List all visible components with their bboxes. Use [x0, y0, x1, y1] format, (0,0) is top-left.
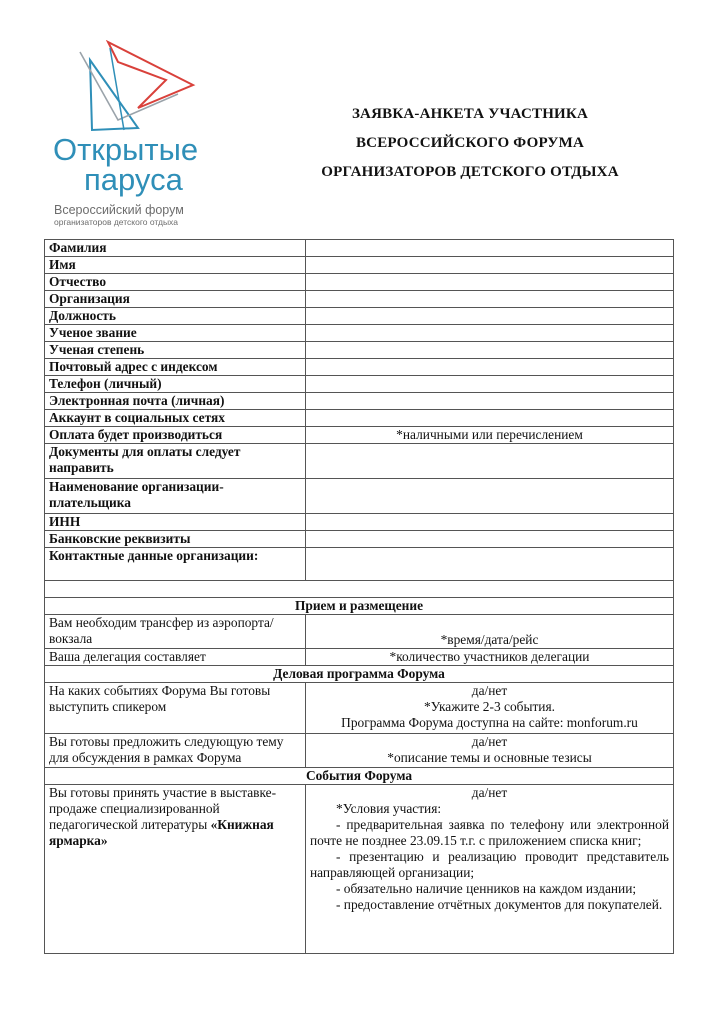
answer-delegation[interactable]: *количество участников делегации — [306, 649, 674, 666]
application-form-table — [44, 239, 674, 954]
table-row — [45, 308, 674, 325]
table-row — [45, 427, 674, 444]
table-row — [45, 479, 674, 514]
table-row — [45, 514, 674, 531]
question-topic: Вы готовы предложить следующую тему для обсуждения в рамках Форума — [45, 734, 306, 768]
field-label-contacts: Контактные данные организации: — [45, 548, 306, 581]
question-book-fair — [45, 785, 306, 954]
field-label-documents: Документы для оплаты следует направить — [45, 444, 306, 479]
question-book-fair-name: «Книжная ярмарка» — [49, 817, 274, 848]
field-input-surname[interactable] — [306, 240, 674, 257]
table-row — [45, 548, 674, 581]
table-row — [45, 410, 674, 427]
table-row — [45, 274, 674, 291]
answer-topic-hint: *описание темы и основные тезисы — [387, 750, 592, 765]
sail-gray-shape — [80, 52, 178, 120]
field-label-academic-title: Ученое звание — [45, 325, 306, 342]
logo-text-line2: паруса — [84, 162, 183, 197]
table-row — [45, 393, 674, 410]
table-row — [45, 581, 674, 598]
section-header-accommodation: Прием и размещение — [45, 598, 674, 615]
answer-book-fair-condition-1: - предварительная заявка по телефону или электронной почте не позднее 23.09.15 т.г. с приложением списка книг; — [310, 817, 669, 848]
answer-speaker-yes-no: да/нет — [471, 683, 508, 698]
table-row — [45, 615, 674, 649]
field-input-organization[interactable] — [306, 291, 674, 308]
field-label-postal: Почтовый адрес с индексом — [45, 359, 306, 376]
answer-topic-yes-no: да/нет — [471, 734, 508, 749]
sail-icon — [78, 40, 198, 135]
field-input-contacts[interactable] — [306, 548, 674, 581]
table-row — [45, 768, 674, 785]
table-row — [45, 598, 674, 615]
question-book-fair-text: Вы готовы принять участие в выставке-продаже специализированной педагогической литературы — [49, 785, 277, 832]
field-input-payer[interactable] — [306, 479, 674, 514]
table-row — [45, 734, 674, 768]
question-delegation: Ваша делегация составляет — [45, 649, 306, 666]
answer-transfer[interactable]: *время/дата/рейс — [306, 615, 674, 649]
field-label-patronymic: Отчество — [45, 274, 306, 291]
field-input-email[interactable] — [306, 393, 674, 410]
answer-speaker-program-note: Программа Форума доступна на сайте: monforum.ru — [341, 715, 638, 730]
answer-book-fair-yes-no: да/нет — [471, 785, 508, 800]
answer-book-fair-condition-2: - презентацию и реализацию проводит представитель направляющей организации; — [310, 849, 669, 880]
table-row — [45, 342, 674, 359]
table-row — [45, 531, 674, 548]
section-header-events: События Форума — [45, 768, 674, 785]
empty-spacer-row — [45, 581, 674, 598]
logo-text-line1: Открытые — [53, 132, 199, 167]
forum-logo — [48, 40, 218, 230]
field-input-documents[interactable] — [306, 444, 674, 479]
field-label-academic-degree: Ученая степень — [45, 342, 306, 359]
field-input-bank[interactable] — [306, 531, 674, 548]
question-speaker: На каких событиях Форума Вы готовы выступить спикером — [45, 683, 306, 734]
field-label-bank: Банковские реквизиты — [45, 531, 306, 548]
field-input-name[interactable] — [306, 257, 674, 274]
field-label-payment: Оплата будет производиться — [45, 427, 306, 444]
field-label-phone: Телефон (личный) — [45, 376, 306, 393]
table-row — [45, 785, 674, 954]
field-input-phone[interactable] — [306, 376, 674, 393]
field-label-position: Должность — [45, 308, 306, 325]
section-header-business: Деловая программа Форума — [45, 666, 674, 683]
table-row — [45, 376, 674, 393]
field-input-payment[interactable]: *наличными или перечислением — [306, 427, 674, 444]
field-label-inn: ИНН — [45, 514, 306, 531]
sail-red-shape — [108, 42, 193, 108]
table-row — [45, 240, 674, 257]
question-transfer: Вам необходим трансфер из аэропорта/вокзала — [45, 615, 306, 649]
field-input-postal[interactable] — [306, 359, 674, 376]
answer-speaker-hint: *Укажите 2-3 события. — [424, 699, 555, 714]
table-row — [45, 291, 674, 308]
answer-topic[interactable] — [306, 734, 674, 768]
title-line-2: ВСЕРОССИЙСКОГО ФОРУМА — [355, 135, 585, 151]
table-row — [45, 325, 674, 342]
field-input-social[interactable] — [306, 410, 674, 427]
field-input-academic-degree[interactable] — [306, 342, 674, 359]
field-label-payer: Наименование организации-плательщика — [45, 479, 306, 514]
field-label-social: Аккаунт в социальных сетях — [45, 410, 306, 427]
page-title — [260, 100, 680, 187]
field-label-organization: Организация — [45, 291, 306, 308]
title-line-3: ОРГАНИЗАТОРОВ ДЕТСКОГО ОТДЫХА — [321, 164, 619, 180]
table-row — [45, 444, 674, 479]
table-row — [45, 649, 674, 666]
field-label-surname: Фамилия — [45, 240, 306, 257]
table-row — [45, 359, 674, 376]
answer-book-fair-condition-3: - обязательно наличие ценников на каждом издании; — [336, 881, 637, 896]
logo-subtitle-small: организаторов детского отдыха — [54, 217, 178, 227]
field-input-inn[interactable] — [306, 514, 674, 531]
table-row — [45, 683, 674, 734]
field-input-position[interactable] — [306, 308, 674, 325]
field-input-patronymic[interactable] — [306, 274, 674, 291]
table-row — [45, 666, 674, 683]
answer-book-fair[interactable] — [306, 785, 674, 954]
answer-book-fair-conditions: *Условия участия: — [336, 801, 442, 816]
answer-book-fair-condition-4: - предоставление отчётных документов для покупателей. — [336, 897, 663, 912]
field-input-academic-title[interactable] — [306, 325, 674, 342]
field-label-email: Электронная почта (личная) — [45, 393, 306, 410]
field-label-name: Имя — [45, 257, 306, 274]
answer-speaker[interactable] — [306, 683, 674, 734]
logo-subtitle: Всероссийский форум — [54, 203, 184, 217]
title-line-1: ЗАЯВКА-АНКЕТА УЧАСТНИКА — [351, 106, 589, 122]
table-row — [45, 257, 674, 274]
